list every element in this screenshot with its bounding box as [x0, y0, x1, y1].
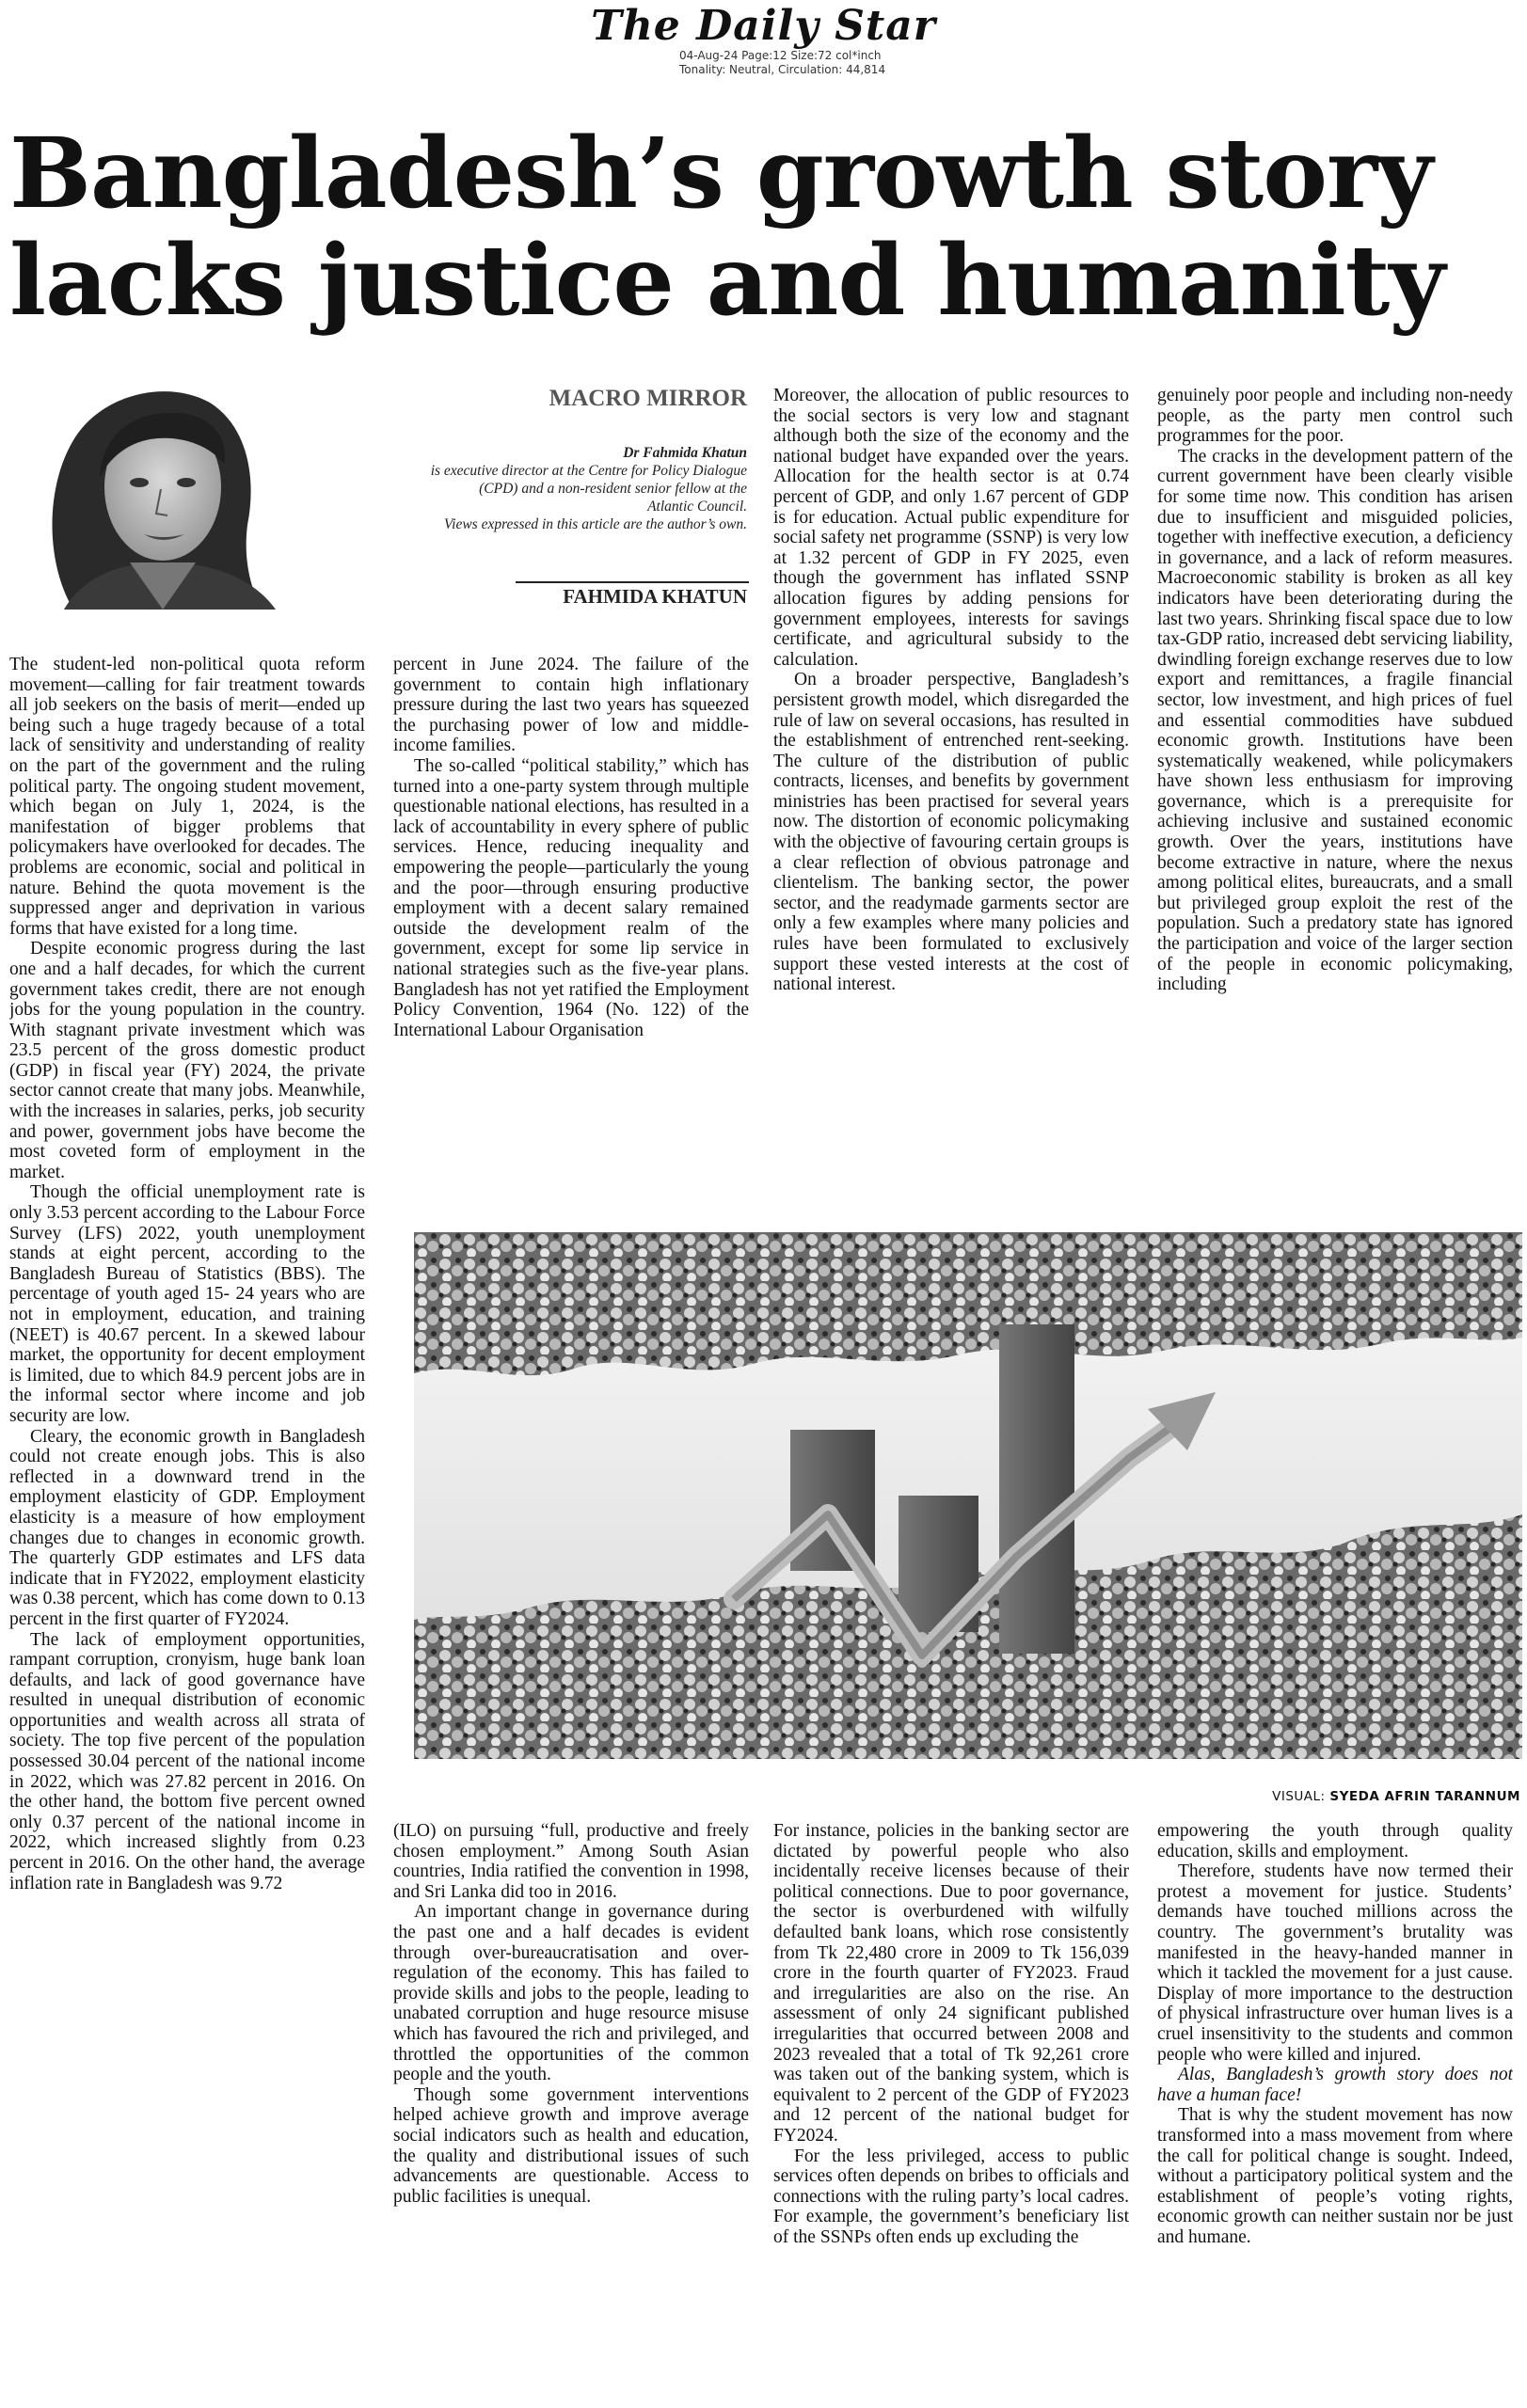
- paragraph: empowering the youth through quality education, skills and employment.: [1157, 1821, 1513, 1861]
- paragraph: Therefore, students have now termed their protest a movement for justice. Students’ demands have touched millions across the country. The government’s brutality was manifested in the heavy-handed manner in which it tackled the movement for a just cause. Display of more importance to the destruction of physical infrastructure over human lives is a cruel insensitivity to the students and common people who were killed and injured.: [1157, 1861, 1513, 2065]
- paragraph: The cracks in the development pattern of the current government have been clearly visible for some time now. This condition has arisen due to insufficient and misguided policies, together with ineffective execution, a deficiency in governance, and a lack of reform measures. Macroeconomic stability is broken as all key indicators have been deteriorating during the last two years. Shrinking fiscal space due to low tax-GDP ratio, increased debt servicing liability, dwindling foreign exchange reserves due to low export and remittances, a fragile financial sector, low investment, and high prices of fuel and essential commodities have subdued economic growth. Institutions have been systematically weakened, while policymakers have shown less enthusiasm for improving governance, which is a prerequisite for achieving inclusive and sustained economic growth. Over the years, institutions have become extractive in nature, where the nexus among political elites, bureaucrats, and a small but privileged group exploit the rest of the population. Such a predatory state has ignored the participation and voice of the larger section of the people in economic policymaking, including: [1157, 446, 1513, 995]
- paragraph: An important change in governance during the past one and a half decades is evident through over-bureaucratisation and over-regulation of the economy. This has failed to provide skills and jobs to the people, leading to unabated corruption and huge resource misuse which has favoured the rich and privileged, and throttled the opportunities of the common people and the youth.: [393, 1902, 749, 2085]
- pull-quote-paragraph: Alas, Bangladesh’s growth story does not have a human face!: [1157, 2065, 1513, 2105]
- author-bio-line: is executive director at the Centre for Policy Dialogue: [430, 463, 747, 479]
- clipping-info-line2: Tonality: Neutral, Circulation: 44,814: [679, 63, 886, 76]
- body-column-2-top: [393, 655, 749, 1230]
- paragraph: (ILO) on pursuing “full, productive and freely chosen employment.” Among South Asian countries, India ratified the convention in 1998, and Sri Lanka did too in 2016.: [393, 1821, 749, 1902]
- paragraph: Though some government interventions helped achieve growth and improve average social indicators such as health and education, the quality and distributional issues of such advancements are questionable. Access to public facilities is unequal.: [393, 2084, 749, 2207]
- body-column-3-bottom: [773, 1821, 1129, 2404]
- paragraph: Despite economic progress during the last one and a half decades, for which the current government takes credit, there are not enough jobs for the young population in the country. With stagnant private investment which was 23.5 percent of the gross domestic product (GDP) in fiscal year (FY) 2024, the private sector cannot create that many jobs. Meanwhile, with the increases in salaries, perks, job security and power, government jobs have become the most coveted form of employment in the market.: [9, 939, 365, 1182]
- paragraph: Though the official unemployment rate is only 3.53 percent according to the Labour Force Survey (LFS) 2022, youth unemployment stands at eight percent, according to the Bangladesh Bureau of Statistics (BBS). The percentage of youth aged 15- 24 years who are not in employment, education, and training (NEET) is 40.67 percent. In a skewed labour market, the opportunity for decent employment is limited, due to which 84.9 percent jobs are in the informal sector where income and job security are low.: [9, 1182, 365, 1426]
- image-credit-label: VISUAL:: [1272, 1789, 1326, 1804]
- article-illustration: [414, 1232, 1522, 1759]
- author-bio: [371, 444, 747, 533]
- headline-line-1: Bangladesh’s growth story: [9, 117, 1433, 230]
- paragraph: percent in June 2024. The failure of the government to contain high inflationary pressure during the last two years has squeezed the purchasing power of low and middle-income families.: [393, 655, 749, 756]
- body-column-2-bottom: [393, 1821, 749, 2404]
- body-column-1: [9, 655, 365, 2404]
- clipping-info: [679, 49, 885, 77]
- body-column-4-bottom: [1157, 1821, 1513, 2404]
- author-bio-disclaimer: Views expressed in this article are the author’s own.: [443, 516, 747, 532]
- clipping-info-line1: 04-Aug-24 Page:12 Size:72 col*inch: [679, 49, 882, 62]
- paragraph: For instance, policies in the banking sector are dictated by powerful people who also incidentally receive licenses because of their political connections. Due to poor governance, the sector is overburdened with wilfully defaulted bank loans, which rose consistently from Tk 22,480 crore in 2009 to Tk 156,039 crore in the fourth quarter of FY2023. Fraud and irregularities are also on the rise. An assessment of only 24 significant published irregularities that occurred between 2008 and 2023 revealed that a total of Tk 92,261 crore was taken out of the banking system, which is equivalent to 2 percent of the GDP of FY2023 and 12 percent of the national budget for FY2024.: [773, 1821, 1129, 2146]
- author-portrait: [8, 374, 356, 610]
- author-bio-line: (CPD) and a non-resident senior fellow at the: [479, 481, 747, 497]
- article-headline: [9, 117, 1515, 338]
- image-credit: [1035, 1789, 1520, 1804]
- body-column-3-top: [773, 386, 1129, 1232]
- publication-logo: The Daily Star: [591, 2, 936, 50]
- paragraph: Cleary, the economic growth in Bangladesh could not create enough jobs. This is also reflected in a downward trend in the employment elasticity of GDP. Employment elasticity is a measure of how employment changes due to changes in economic growth. The quarterly GDP estimates and LFS data indicate that in FY2022, employment elasticity was 0.38 percent, which has come down to 0.13 percent in the first quarter of FY2024.: [9, 1426, 365, 1629]
- paragraph: genuinely poor people and including non-needy people, as the party men control such programmes for the poor.: [1157, 386, 1513, 447]
- paragraph: That is why the student movement has now transformed into a mass movement from where the call for political change is sought. Indeed, without a participatory political system and the establishment of people’s voting rights, economic growth can neither sustain nor be just and humane.: [1157, 2105, 1513, 2247]
- column-name: MACRO MIRROR: [549, 386, 747, 411]
- author-bio-line: Atlantic Council.: [647, 499, 747, 515]
- author-bio-name: Dr Fahmida Khatun: [623, 445, 747, 461]
- image-credit-name: SYEDA AFRIN TARANNUM: [1329, 1789, 1520, 1804]
- byline-divider: [516, 581, 749, 583]
- paragraph: The so-called “political stability,” which has turned into a one-party system through multiple questionable national elections, has resulted in a lack of accountability in every sphere of public services. Hence, reducing inequality and empowering the people—particularly the young and the poor—through ensuring productive employment with a decent salary remained outside the development realm of the government, except for some lip service in national strategies such as the five-year plans. Bangladesh has not yet ratified the Employment Policy Convention, 1964 (No. 122) of the International Labour Organisation: [393, 755, 749, 1040]
- paragraph: The lack of employment opportunities, rampant corruption, cronyism, huge bank loan defaults, and lack of good governance have resulted in unequal distribution of economic opportunities and wealth across all strata of society. The top five percent of the population possessed 30.04 percent of the national income in 2022, which was 27.82 percent in 2016. On the other hand, the bottom five percent owned only 0.37 percent of the national income in 2022, which increased slightly from 0.23 percent in 2016. On the other hand, the average inflation rate in Bangladesh was 9.72: [9, 1629, 365, 1893]
- paragraph: The student-led non-political quota reform movement—calling for fair treatment towards all job seekers on the basis of merit—ended up being such a huge tragedy because of a total lack of sensitivity and understanding of reality on the part of the government and the ruling political party. The ongoing student movement, which began on July 1, 2024, is the manifestation of bigger problems that policymakers have overlooked for decades. The problems are economic, social and political in nature. Behind the quota movement is the suppressed anger and deprivation in various forms that have existed for a long time.: [9, 655, 365, 939]
- body-column-4-top: [1157, 386, 1513, 1232]
- paragraph: For the less privileged, access to public services often depends on bribes to officials and connections with the ruling party’s local cadres. For example, the government’s beneficiary list of the SSNPs often ends up excluding the: [773, 2146, 1129, 2247]
- paragraph: On a broader perspective, Bangladesh’s persistent growth model, which disregarded the rule of law on several occasions, has resulted in the establishment of entrenched rent-seeking. The culture of the distribution of public contracts, licenses, and benefits by government ministries has been practised for several years now. The distortion of economic policymaking with the objective of favouring certain groups is a clear reflection of obvious patronage and clientelism. The banking sector, the power sector, and the readymade garments sector are only a few examples where many policies and rules have been formulated to exclusively support these vested interests at the cost of national interest.: [773, 670, 1129, 995]
- headline-line-2: lacks justice and humanity: [9, 224, 1445, 338]
- byline: FAHMIDA KHATUN: [563, 585, 747, 608]
- paragraph: Moreover, the allocation of public resources to the social sectors is very low and stagnant although both the size of the economy and the national budget have expanded over the years. Allocation for the health sector is at 0.74 percent of GDP, and only 1.67 percent of GDP is for education. Actual public expenditure for social safety net programme (SSNP) is very low at 1.32 percent of GDP in FY 2025, even though the government has inflated SSNP allocation figures by adding pensions for government employees, interests for savings certificate, and agricultural subsidy to the calculation.: [773, 386, 1129, 670]
